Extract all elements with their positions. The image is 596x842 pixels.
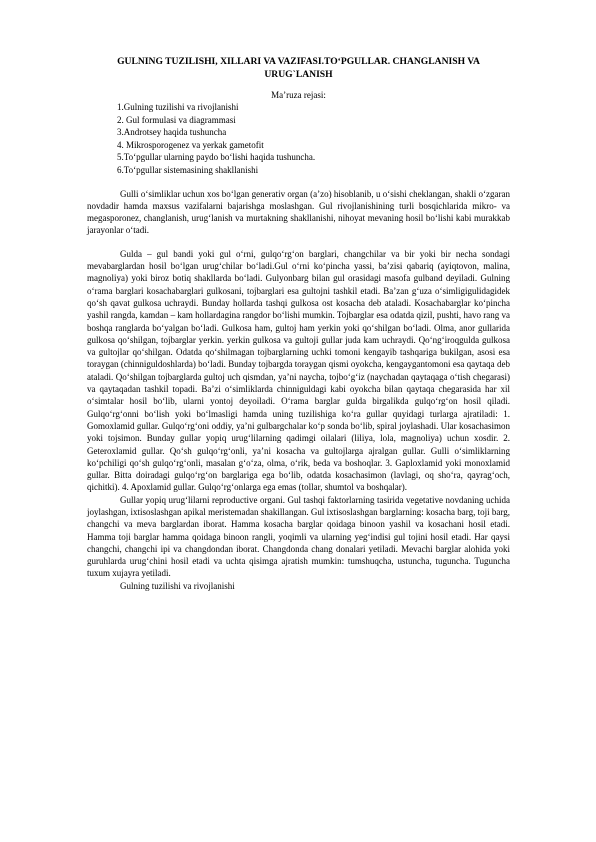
spacer [87, 237, 510, 248]
paragraph-flower-parts: Gulda – gul bandi yoki gul o‘rni, gulqo‘rg‘on barglari, changchilar va bir yoki bir necha sondagi mevabarglardan hosil bo‘lgan urug‘chilar bo‘ladi.Gul o‘rni ko‘pincha yassi, ba’zisi qabariq (ayiqtovon, malina, magnoliya) yoki biroz botiq shakllarda bo‘ladi. Gulyonbarg bilan gul orasidagi masofa gulband deyiladi. Gulning o‘rama barglari kosachabarglari gulkosani, tojbarglari esa gultojni tashkil etadi. Ba’zan g‘uza o‘simligigulidagidek qo‘sh qavat gulkosa uchraydi. Bunday hollarda tashqi gulkosa ost kosacha deb ataladi. Kosachabarglar ko‘pincha yashil rangda, kamdan – kam hollardagina rangdor bo‘lishi mumkin. Tojbarglar esa odatda qizil, pushti, havo rang va boshqa ranglarda bo‘yalgan bo‘ladi. Gulkosa ham, gultoj ham yerkin yoki qo‘shilgan bo‘ladi. Olma, anor gullarida gulkosa qo‘shilgan, tojbarglar yerkin. yerkin gulkosa va gultoji gullar juda kam uchraydi. Qo‘ng‘iroqgulda gulkosa va gultojlar qo‘shilgan. Odatda qo‘shilmagan tojbarglarning uchki tomoni kengayib tashqariga bukilgan, asosi esa toraygan (chinniguldoshlarda) bo‘ladi. Bunday tojbargda toraygan qismi oyokcha, kengaygantomoni esa qaytaqa deb ataladi. Qo‘shilgan tojbarglarda gultoj uch qismdan, ya’ni naycha, tojbo‘g‘iz (naychadan qaytaqaga o‘tish chegarasi) va qaytaqadan tashkil topadi. Ba’zi o‘simliklarda chinniguldagi kabi oyokcha bilan qaytaqa chegarasida har xil o‘simtalar hosil bo‘lib, ularni yontoj deyoiladi. O‘rama barglar gulda birgalikda gulqo‘rg‘on hosil qiladi. Gulqo‘rg‘onni bo‘lish yoki bo‘lmasligi hamda uning tuzilishiga ko‘ra gullar quyidagi turlarga ajratiladi: 1. Gomoxlamid gullar. Gulqo‘rg‘oni oddiy, ya’ni gulbargchalar ko‘p sonda bo‘lib, spiral joylashadi. Ular kosachasimon yoki tojsimon. Bunday gullar yopiq urug‘lilarning qadimgi oilalari (liliya, lola, magnoliya) uchun xosdir. 2. Geteroxlamid gullar. Qo‘sh gulqo‘rg‘onli, ya’ni kosacha va gultojlarga ajralgan gullar. Gulli o‘simliklarning ko‘pchiligi qo‘sh gulqo‘rg‘onli, masalan g‘o‘za, olma, o‘rik, beda va boshoqlar. 3. Gaploxlamid yoki monoxlamid gullar. Bitta doiradagi gulqo‘rg‘on barglariga ega bo‘lib, odatda kosachasimon (lavlagi, oq sho‘ra, qayrag‘och, qichitki). 4. Apoxlamid gullar. Gulqo‘rg‘onlarga ega emas (tollar, shumtol va boshqalar). [87, 248, 510, 493]
plan-item: 2. Gul formulasi va diagrammasi [117, 114, 236, 125]
lecture-plan-title: Ma’ruza rejasi: [271, 90, 326, 100]
lecture-plan-list [87, 101, 510, 177]
paragraph-reproductive-organ: Gullar yopiq urug‘lilarni reproductive organi. Gul tashqi faktorlarning tasirida vegetative novdaning uchida joylashgan, ixtisoslashgan apikal meristemadan shakillangan. Gul ixtisoslashgan barglarning: kosacha barg, toji barg, changchi va meva barglardan iborat. Hamma kosacha barglar qoidaga binoon yashil va kosachani hosil etadi. Hamma toji barglar hamma qoidaga binoon rangli, yoqimli va ularning yeg‘indisi gul tojini hosil etadi. Har qaysi changchi, changchi ipi va changdondan iborat. Changdonda chang donalari yetiladi. Mevachi barglar alohida yoki guruhlarda urug‘chini hosil etadi va uchta qisimga ajratish mumkin: tumshuqcha, ustuncha, tuguncha. Tuguncha tuxum xujayra yetiladi. [87, 494, 510, 579]
plan-item: 5.To‘pgullar ularning paydo bo‘lishi haqida tushuncha. [117, 152, 316, 163]
plan-item: 1.Gulning tuzilishi va rivojlanishi [117, 102, 239, 112]
section-subheading: Gulning tuzilishi va rivojlanishi [120, 580, 235, 591]
spacer [87, 177, 510, 188]
paragraph-intro: Gulli o‘simliklar uchun xos bo‘lgan generativ organ (a’zo) hisoblanib, u o‘sishi cheklangan, shakli o‘zgaran novdadir hamda maxsus vazifalarni bajarishga moslashgan. Gul rivojlanishining turli bosqichlarida mikro- va megasporonez, changlanish, urug‘lanish va murtakning shakllanishi, nihoyat mevaning hosil bo‘lishi kabi murakkab jarayonlar o‘tadi. [87, 188, 510, 236]
plan-item: 4. Mikrosporogenez va yerkak gametofit [117, 139, 264, 150]
document-title: GULNING TUZILISHI, XILLARI VA VAZIFASI.TO‘PGULLAR. CHANGLANISH VA URUG`LANISH [117, 56, 480, 80]
plan-item: 6.To‘pgullar sistemasining shakllanishi [117, 164, 259, 175]
document-page [87, 55, 510, 592]
plan-item: 3.Androtsey haqida tushuncha [117, 127, 227, 138]
